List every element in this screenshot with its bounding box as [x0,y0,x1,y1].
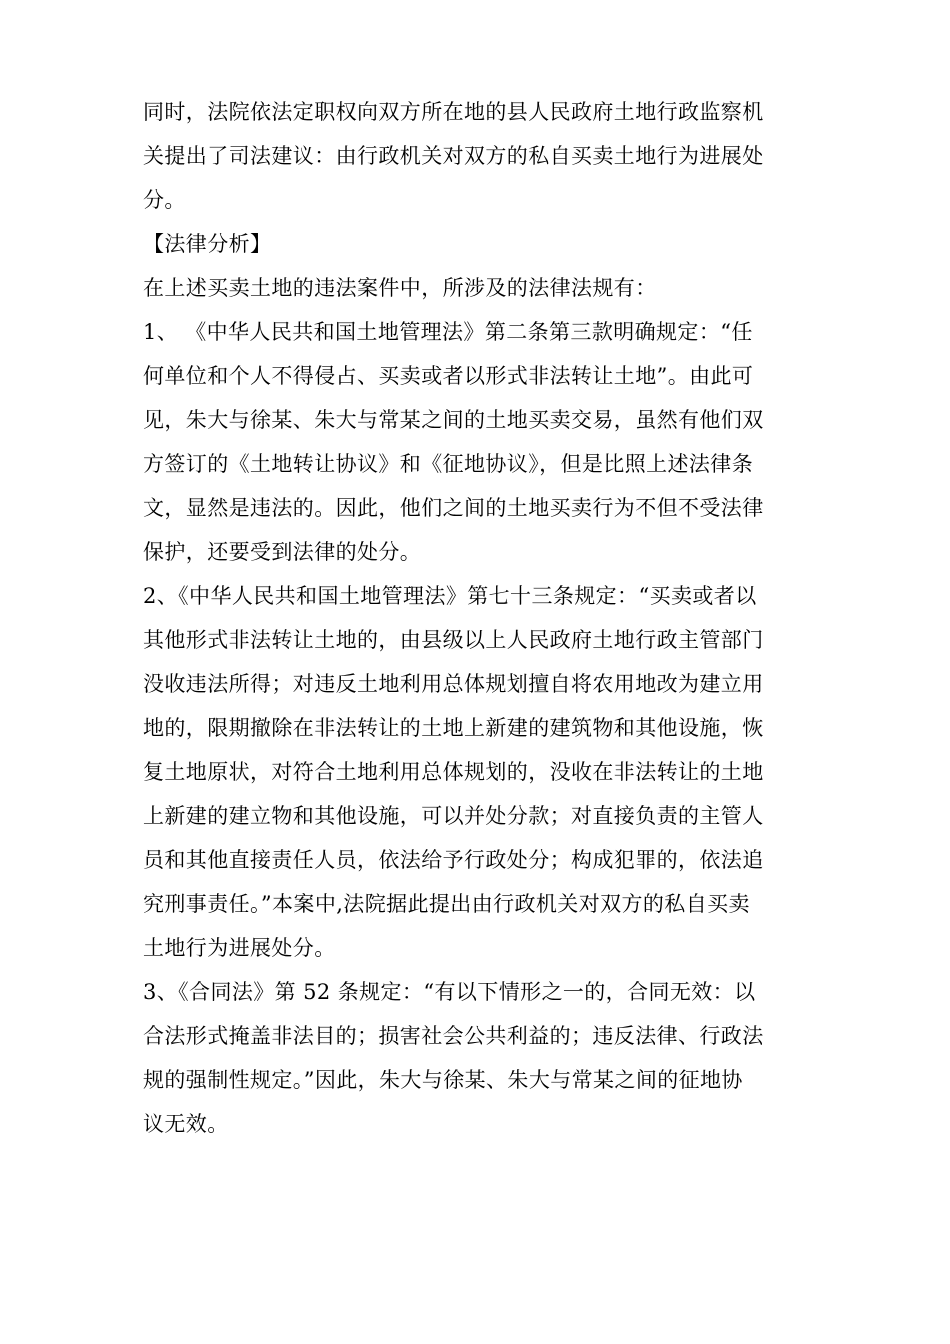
text-line: 2、《中华人民共和国土地管理法》第七十三条规定：“买卖或者以 [143,584,757,608]
text-line: 究刑事责任。”本案中,法院据此提出由行政机关对双方的私自买卖 [143,892,750,916]
text-line: 复土地原状，对符合土地利用总体规划的，没收在非法转让的土地 [143,760,764,784]
text-line: 在上述买卖土地的违法案件中，所涉及的法律法规有： [143,276,657,300]
text-line: 1、 《中华人民共和国土地管理法》第二条第三款明确规定：“任 [143,320,753,344]
text-line: 何单位和个人不得侵占、买卖或者以形式非法转让土地”。由此可 [143,364,754,388]
text-line: 合法形式掩盖非法目的；损害社会公共利益的；违反法律、行政法 [143,1024,764,1048]
text-line: 其他形式非法转让土地的，由县级以上人民政府土地行政主管部门 [143,628,764,652]
text-line: 没收违法所得；对违反土地利用总体规划擅自将农用地改为建立用 [143,672,764,696]
document-body [143,90,808,1146]
text-line: 保护，还要受到法律的处分。 [143,540,422,564]
text-line: 上新建的建立物和其他设施，可以并处分款；对直接负责的主管人 [143,804,764,828]
text-line: 见，朱大与徐某、朱大与常某之间的土地买卖交易，虽然有他们双 [143,408,764,432]
text-line: 规的强制性规定。”因此，朱大与徐某、朱大与常某之间的征地协 [143,1068,743,1092]
text-line: 方签订的《土地转让协议》和《征地协议》，但是比照上述法律条 [143,452,754,476]
text-line: 分。 [143,188,186,212]
text-line: 员和其他直接责任人员，依法给予行政处分；构成犯罪的，依法追 [143,848,764,872]
text-line: 土地行为进展处分。 [143,936,336,960]
text-line: 文，显然是违法的。因此，他们之间的土地买卖行为不但不受法律 [143,496,764,520]
text-line: 3、《合同法》第 52 条规定：“有以下情形之一的，合同无效：以 [143,980,756,1004]
text-line: 同时，法院依法定职权向双方所在地的县人民政府土地行政监察机 [143,100,764,124]
text-line: 地的，限期撤除在非法转让的土地上新建的建筑物和其他设施，恢 [143,716,764,740]
text-line: 关提出了司法建议：由行政机关对双方的私自买卖土地行为进展处 [143,144,764,168]
text-line: 议无效。 [143,1112,229,1136]
section-heading: 【法律分析】 [143,232,272,256]
